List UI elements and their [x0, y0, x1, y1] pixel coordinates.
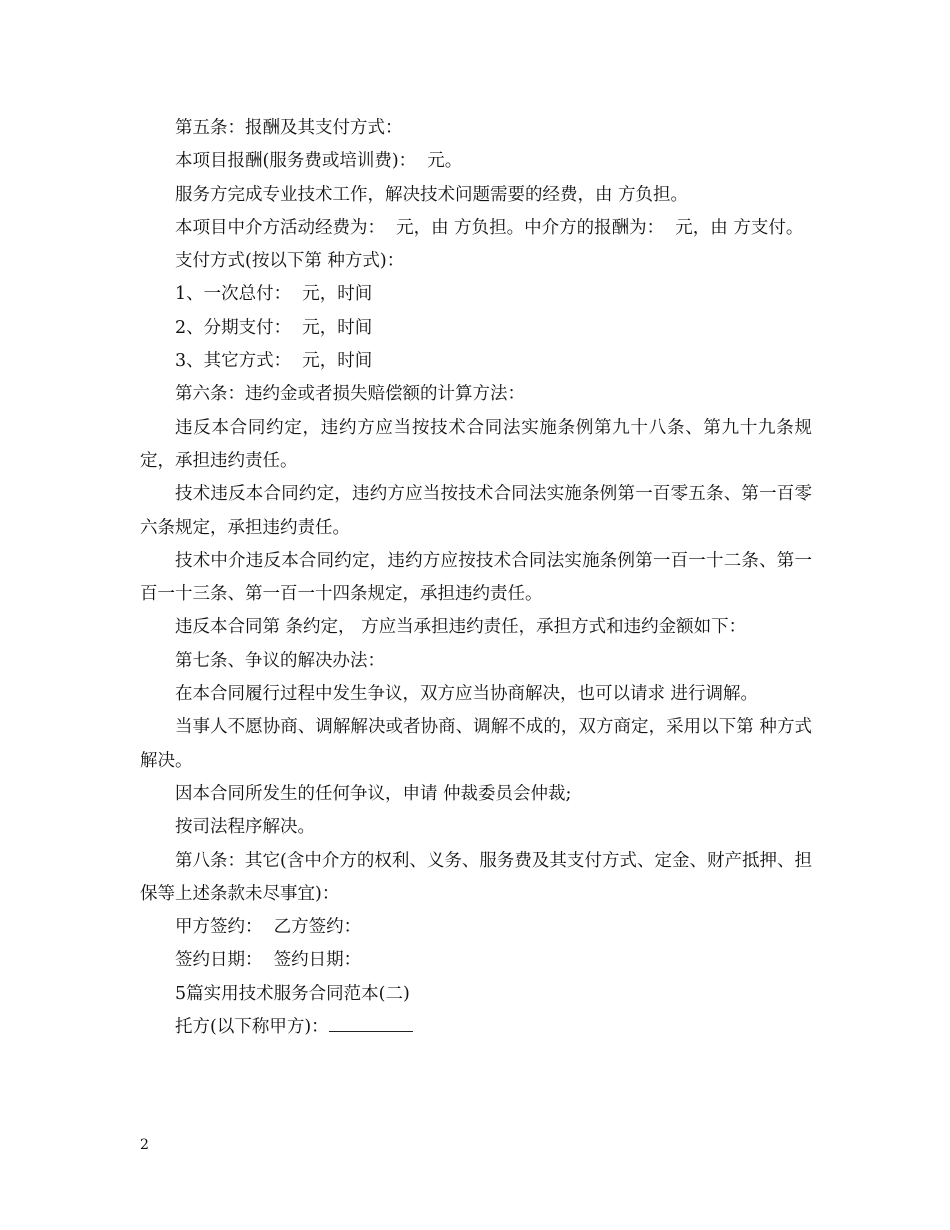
- client-party-label: 托方(以下称甲方)：: [175, 1017, 329, 1038]
- paragraph: 支付方式(按以下第 种方式)：: [175, 251, 405, 272]
- paragraph: 按司法程序解决。: [175, 817, 315, 838]
- paragraph: 第六条：违约金或者损失赔偿额的计算方法：: [175, 384, 525, 405]
- paragraph: 服务方完成专业技术工作，解决技术问题需要的经费，由 方负担。: [175, 184, 689, 205]
- paragraph: 第八条：其它(含中介方的权利、义务、服务费及其支付方式、定金、财产抵押、担保等上述条款未尽事宜)：: [140, 850, 812, 904]
- paragraph: 甲方签约： 乙方签约：: [175, 917, 362, 938]
- paragraph: 技术违反本合同约定，违约方应当按技术合同法实施条例第一百零五条、第一百零六条规定，承担违约责任。: [140, 484, 812, 538]
- paragraph: 第五条：报酬及其支付方式：: [175, 118, 403, 138]
- paragraph: 当事人不愿协商、调解解决或者协商、调解不成的，双方商定，采用以下第 种方式解决。: [140, 717, 812, 771]
- paragraph: 签约日期： 签约日期：: [175, 950, 362, 971]
- paragraph: 5篇实用技术服务合同范本(二): [175, 983, 410, 1004]
- paragraph: 本项目中介方活动经费为： 元，由 方负担。中介方的报酬为： 元，由 方支付。: [175, 217, 804, 238]
- paragraph: 违反本合同约定，违约方应当按技术合同法实施条例第九十八条、第九十九条规定，承担违约责任。: [140, 417, 812, 471]
- paragraph: 技术中介违反本合同约定，违约方应按技术合同法实施条例第一百一十二条、第一百一十三条、第一百一十四条规定，承担违约责任。: [140, 550, 812, 605]
- page-number: 2: [140, 1137, 149, 1153]
- paragraph: 第七条、争议的解决办法：: [175, 650, 385, 671]
- paragraph: 在本合同履行过程中发生争议，双方应当协商解决，也可以请求 进行调解。: [175, 684, 759, 705]
- paragraph: 违反本合同第 条约定， 方应当承担违约责任，承担方式和违约金额如下：: [175, 617, 747, 638]
- paragraph: 2、分期支付： 元，时间: [175, 317, 373, 338]
- paragraph: 本项目报酬(服务费或培训费)： 元。: [175, 151, 463, 172]
- paragraph: 3、其它方式： 元，时间: [175, 351, 373, 372]
- client-party-line: [140, 1011, 812, 1044]
- paragraph: 因本合同所发生的任何争议，申请 仲裁委员会仲裁;: [175, 783, 572, 804]
- fill-in-blank: [329, 1013, 413, 1032]
- document-body: [140, 112, 812, 1044]
- paragraph: 1、一次总付： 元，时间: [175, 284, 373, 305]
